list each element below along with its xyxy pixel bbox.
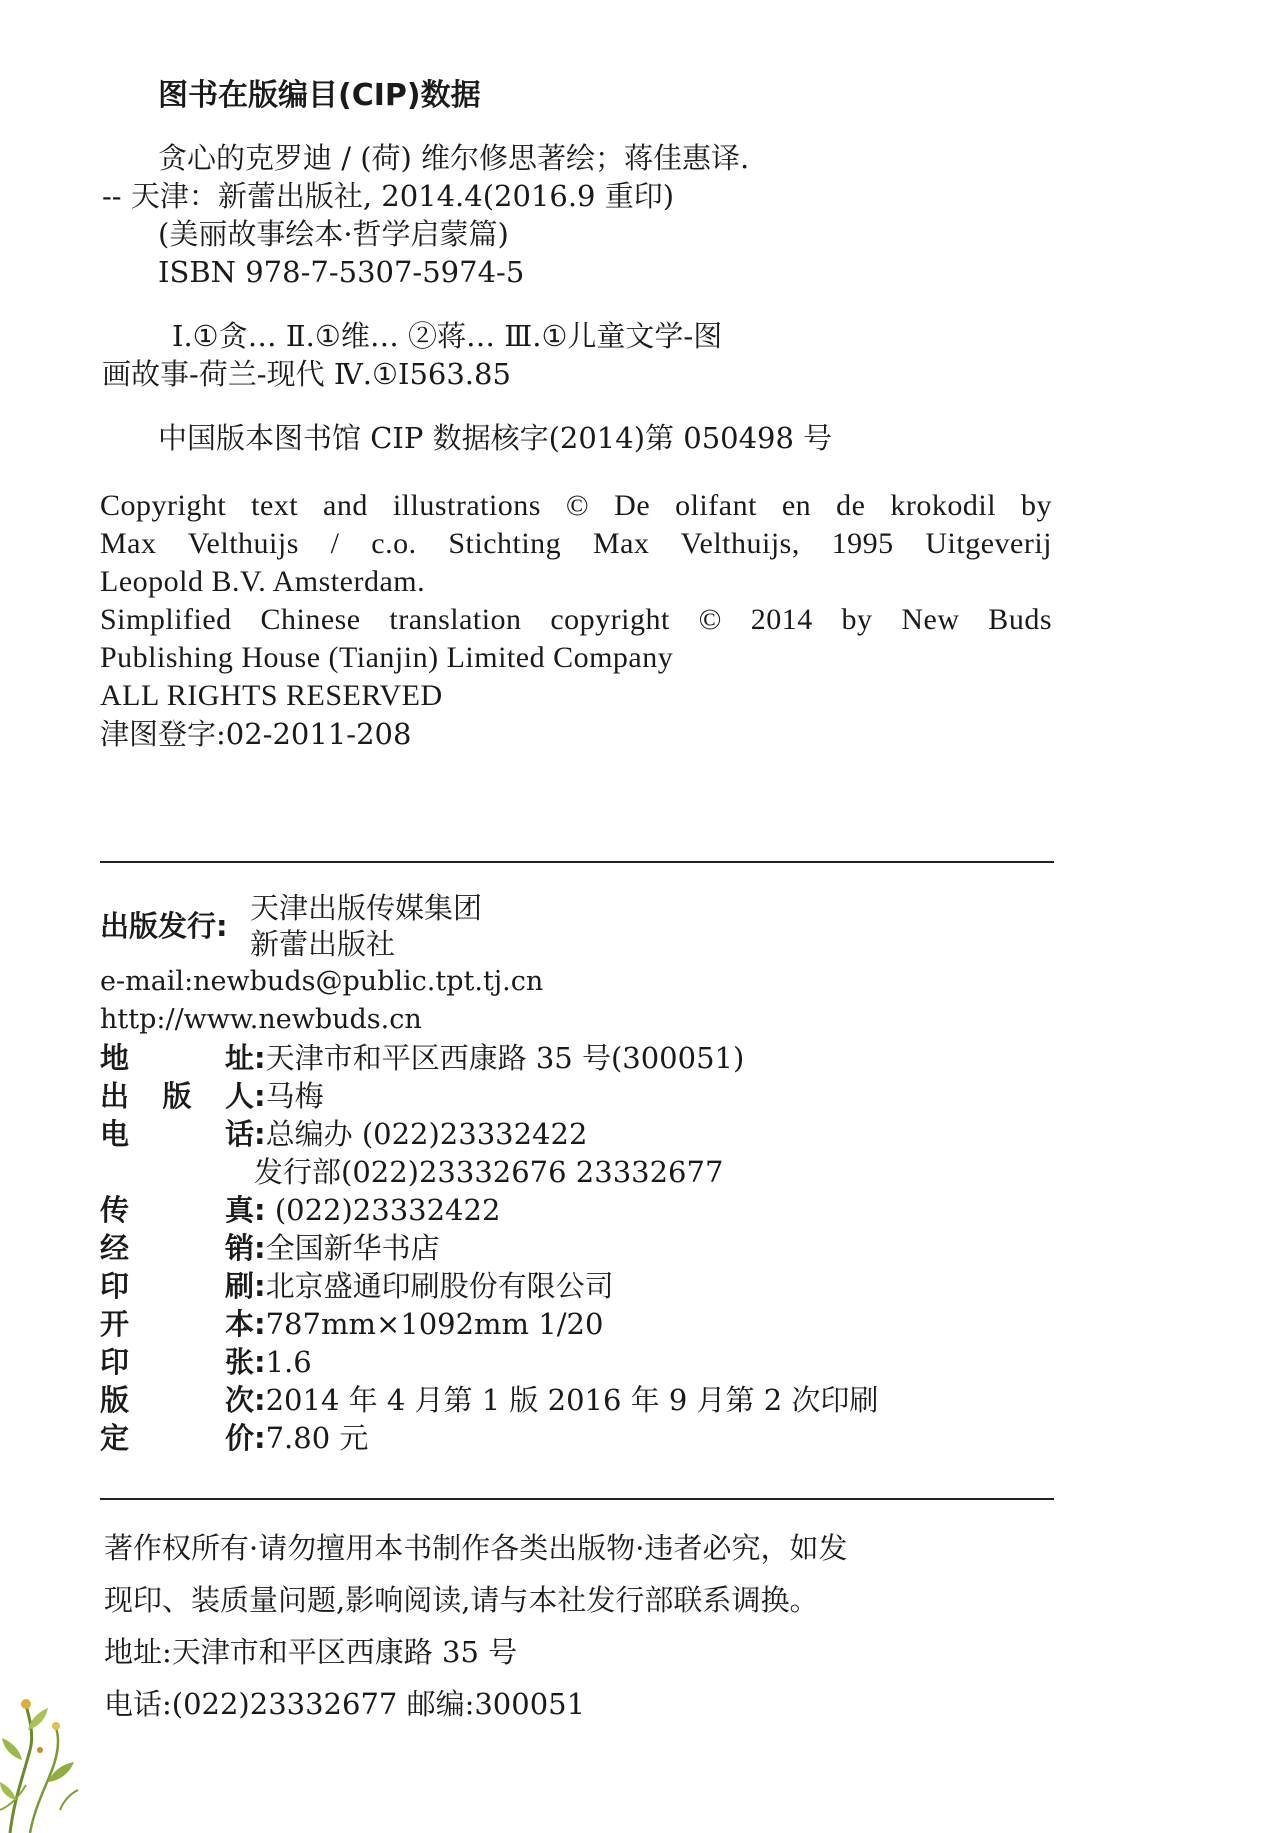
info-sheets: 印张:1.6 — [100, 1345, 312, 1379]
info-phone: 电话:总编办 (022)23332422 — [100, 1117, 588, 1151]
notice-line-1: 著作权所有·请勿擅用本书制作各类出版物·违者必究，如发 — [104, 1531, 848, 1565]
notice-address: 地址:天津市和平区西康路 35 号 — [104, 1635, 518, 1669]
divider — [100, 1498, 1054, 1500]
info-publisher-person: 出版人:马梅 — [100, 1079, 324, 1113]
cip-classification-2: 画故事-荷兰-现代 Ⅳ.①I563.85 — [102, 357, 511, 391]
copyright-line: Publishing House (Tianjin) Limited Company — [100, 641, 674, 674]
copyright-line: Copyright text and illustrations © De olifant en de krokodil by — [100, 489, 1052, 522]
info-distributor: 经销:全国新华书店 — [100, 1231, 440, 1265]
publisher-name-2: 新蕾出版社 — [250, 927, 396, 961]
cip-series-line: (美丽故事绘本·哲学启蒙篇) — [158, 217, 509, 251]
info-printer: 印刷:北京盛通印刷股份有限公司 — [100, 1269, 614, 1303]
publisher-url: http://www.newbuds.cn — [100, 1004, 422, 1035]
publisher-email: e-mail:newbuds@public.tpt.tj.cn — [100, 966, 544, 997]
rights-reserved: ALL RIGHTS RESERVED — [100, 679, 443, 712]
copyright-line: Leopold B.V. Amsterdam. — [100, 565, 426, 598]
copyright-line: Simplified Chinese translation copyright © 2014 by New Buds — [100, 603, 1052, 636]
divider — [100, 861, 1054, 863]
info-edition: 版次:2014 年 4 月第 1 版 2016 年 9 月第 2 次印刷 — [100, 1383, 879, 1417]
cip-classification-1: Ⅰ.①贪… Ⅱ.①维… ②蒋… Ⅲ.①儿童文学-图 — [172, 319, 723, 353]
publisher-name-1: 天津出版传媒集团 — [250, 891, 483, 925]
plant-illustration — [0, 1690, 80, 1833]
info-address: 地址:天津市和平区西康路 35 号(300051) — [100, 1041, 745, 1075]
publisher-label-row: 出版发行: — [100, 909, 228, 943]
info-fax: 传真: (022)23332422 — [100, 1193, 501, 1227]
info-price: 定价:7.80 元 — [100, 1421, 369, 1455]
info-format: 开本:787mm×1092mm 1/20 — [100, 1307, 604, 1341]
cip-verification: 中国版本图书馆 CIP 数据核字(2014)第 050498 号 — [158, 421, 833, 455]
copyright-line: Max Velthuijs / c.o. Stichting Max Velthuijs, 1995 Uitgeverij — [100, 527, 1052, 560]
cip-publisher-line: -- 天津：新蕾出版社, 2014.4(2016.9 重印) — [102, 179, 675, 213]
cip-isbn: ISBN 978-7-5307-5974-5 — [158, 255, 525, 289]
cip-header: 图书在版编目(CIP)数据 — [158, 78, 481, 113]
cip-title-line: 贪心的克罗迪 / (荷) 维尔修思著绘；蒋佳惠译. — [158, 141, 750, 175]
notice-line-2: 现印、装质量问题,影响阅读,请与本社发行部联系调换。 — [104, 1583, 819, 1617]
notice-phone: 电话:(022)23332677 邮编:300051 — [104, 1687, 586, 1721]
info-phone-2: 发行部(022)23332676 23332677 — [254, 1155, 724, 1189]
publisher-label: 出版发行 — [100, 909, 217, 943]
registration-number: 津图登字:02-2011-208 — [100, 717, 412, 751]
